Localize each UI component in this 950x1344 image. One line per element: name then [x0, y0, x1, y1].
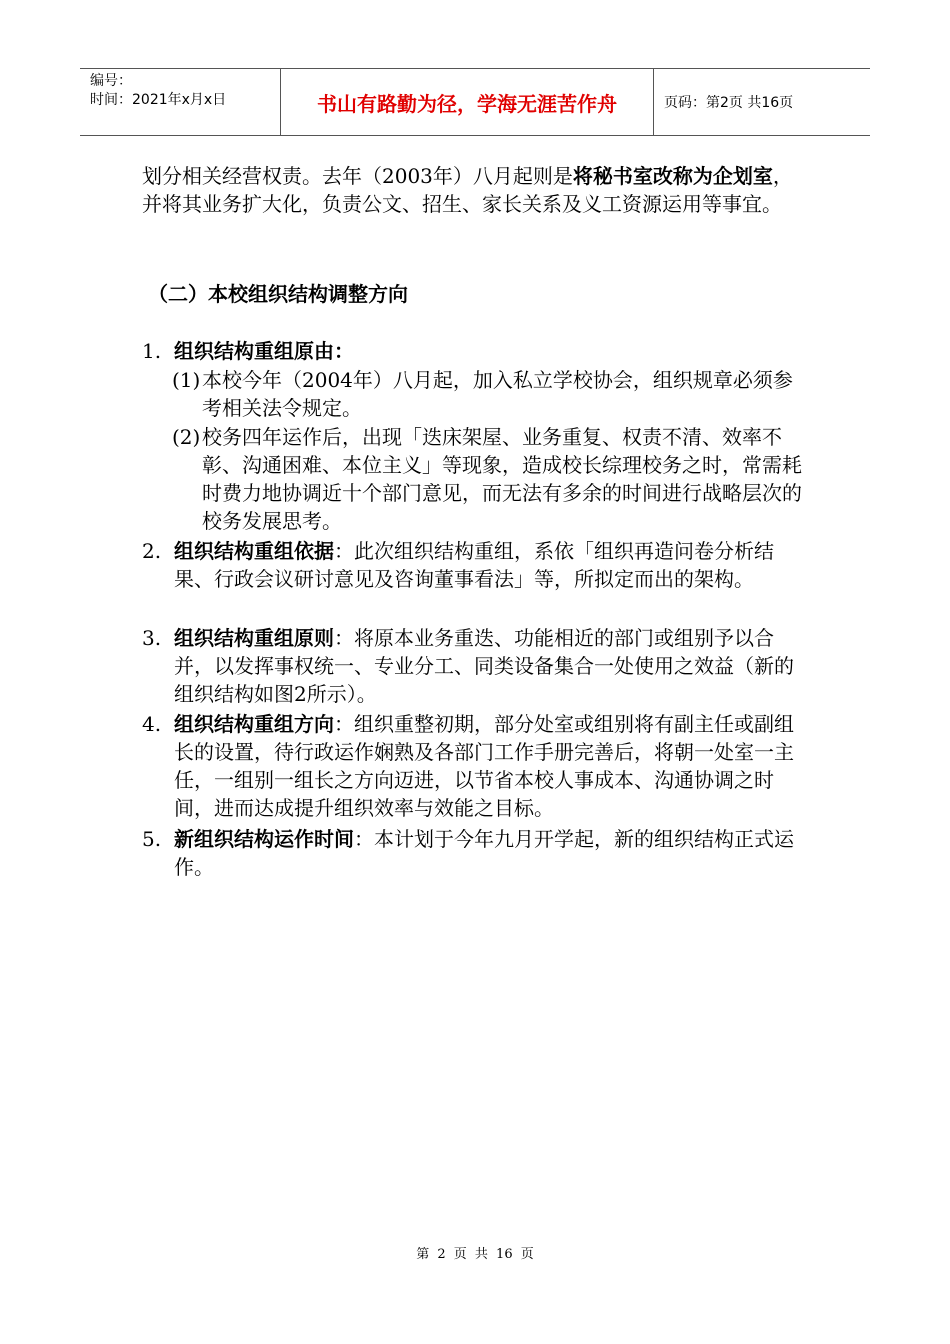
intro-bold-text: 将秘书室改称为企划室	[572, 164, 773, 188]
sub-list-item	[172, 366, 808, 422]
list-item-number: 5.	[142, 827, 162, 851]
header-motto-cell	[280, 69, 654, 135]
list-item-text: ：此次组织结构重组，系依「组织再造问卷分析结果、行政会议研讨意见及咨询董事看法」等，所拟定而出的架构。	[174, 539, 774, 591]
list-item-title: 组织结构重组原由：	[174, 339, 354, 363]
list-item	[142, 337, 808, 365]
list-item-title: 组织结构重组依据	[174, 539, 334, 563]
list-item-number: 1.	[142, 339, 162, 363]
list-item-text: ：组织重整初期，部分处室或组别将有副主任或副组长的设置，待行政运作娴熟及各部门工作手册完善后，将朝一处室一主任，一组别一组长之方向迈进，以节省本校人事成本、沟通协调之时间，进而达成提升组织效率与效能之目标。	[174, 712, 794, 820]
document-time-label: 时间：2021年x月x日	[90, 92, 227, 108]
sub-list-item	[172, 423, 808, 535]
intro-text-1: 划分相关经营权责。去年（2003年）八月起则是	[142, 164, 573, 188]
list-item-number: 2.	[142, 539, 162, 563]
list-item-title: 新组织结构运作时间	[174, 827, 354, 851]
sub-item-number: (1)	[172, 368, 201, 392]
sub-item-text: 校务四年运作后，出现「迭床架屋、业务重复、权责不清、效率不彰、沟通困难、本位主义」等现象，造成校长综理校务之时，常需耗时费力地协调近十个部门意见，而无法有多余的时间进行战略层次的校务发展思考。	[202, 425, 802, 533]
page-footer: 第 2 页 共 16 页	[416, 1247, 534, 1262]
header-left-cell	[80, 69, 280, 135]
list-item-text: ：将原本业务重迭、功能相近的部门或组别予以合并，以发挥事权统一、专业分工、同类设备集合一处使用之效益（新的组织结构如图2所示）。	[174, 626, 794, 706]
page-header	[80, 68, 870, 136]
list-item-title: 组织结构重组原则	[174, 626, 334, 650]
sub-item-number: (2)	[172, 425, 201, 449]
sub-item-text: 本校今年（2004年）八月起，加入私立学校协会，组织规章必须参考相关法令规定。	[202, 368, 793, 420]
intro-text-2: ，并将其业务扩大化，负责公文、招生、家长关系及义工资源运用等事宜。	[142, 164, 793, 216]
section-heading: （二）本校组织结构调整方向	[148, 282, 408, 306]
list-item-title: 组织结构重组方向	[174, 712, 334, 736]
list-item-text: ：本计划于今年九月开学起，新的组织结构正式运作。	[174, 827, 794, 879]
list-item-number: 3.	[142, 626, 162, 650]
list-item-number: 4.	[142, 712, 162, 736]
list-item	[142, 537, 808, 593]
list-item	[142, 624, 808, 708]
list-item	[142, 825, 808, 881]
intro-paragraph	[142, 162, 808, 218]
list-item	[142, 710, 808, 822]
header-right-cell	[654, 69, 870, 135]
header-page-info: 页码：第2页 共16页	[664, 95, 794, 111]
header-motto: 书山有路勤为径，学海无涯苦作舟	[317, 92, 617, 116]
document-number-label: 编号：	[90, 73, 132, 89]
